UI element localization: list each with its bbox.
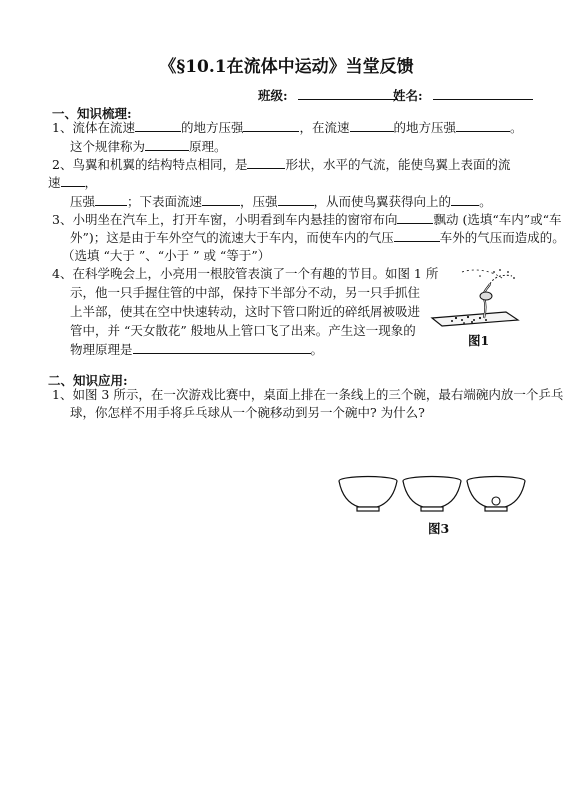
answer-blank[interactable] (202, 193, 240, 206)
text: 流体在流速 (72, 120, 135, 135)
question-4-line-4: 管中，并 “天女散花” 般地从上管口飞了出来。产生这一现象的 (70, 323, 416, 338)
figure-3-bowls-illustration (335, 472, 529, 518)
text: 在科学晚会上，小亮用一根胶管表演了一个有趣的节目。如图 1 所 (72, 266, 439, 281)
question-4-line-2: 示，他一只手握住管的中部，保持下半部分不动，另一只手抓住 (70, 285, 421, 300)
text: ，压强 (240, 194, 278, 209)
application-question-1-line-1 (52, 385, 563, 404)
text: 鸟翼和机翼的结构特点相同，是 (72, 157, 248, 172)
answer-blank[interactable] (61, 174, 85, 187)
name-label: 姓名: (393, 88, 423, 103)
section-heading-2: 二、知识应用: (48, 373, 128, 388)
question-number: 1、 (52, 120, 73, 135)
question-2-line-2 (48, 173, 97, 192)
name-blank[interactable] (433, 86, 533, 100)
class-field (258, 86, 398, 104)
text: 的地方压强 (180, 120, 244, 135)
question-3-line-2 (70, 228, 565, 247)
question-number: 4、 (52, 266, 73, 281)
text: 压强 (70, 194, 96, 209)
figure-1-hose-illustration (428, 266, 520, 328)
answer-blank[interactable] (394, 229, 440, 242)
name-field (393, 86, 533, 104)
answer-blank[interactable] (145, 138, 189, 151)
question-2-line-3 (70, 192, 492, 211)
question-1-line-2 (70, 137, 227, 156)
text: ，在流速 (299, 120, 350, 135)
question-4-line-1 (52, 264, 438, 283)
question-3-line-1 (52, 210, 562, 229)
question-2-line-1 (52, 155, 510, 174)
bowl-right (467, 477, 525, 512)
question-1-line-1 (52, 118, 523, 137)
text: 。 (479, 194, 492, 209)
class-blank[interactable] (298, 86, 398, 100)
question-4-line-5 (70, 340, 323, 359)
bowl-middle (403, 477, 461, 512)
answer-blank[interactable] (133, 341, 311, 354)
text: 飘动 (选填“车内”或“车 (433, 212, 562, 227)
answer-blank[interactable] (95, 193, 127, 206)
answer-blank[interactable] (278, 193, 314, 206)
ping-pong-ball (492, 497, 500, 505)
bowl-left (339, 477, 397, 512)
question-3-line-3: （选填 “大于 ”、“小于 ” 或 “等于”） (62, 248, 271, 263)
answer-blank[interactable] (397, 211, 433, 224)
text: 。 (310, 342, 324, 357)
text: 这个规律称为 (70, 139, 146, 154)
question-number: 1、 (52, 387, 73, 402)
section-heading-1: 一、知识梳理: (52, 106, 132, 121)
figure-1-caption: 图1 (468, 333, 490, 348)
question-number: 3、 (52, 212, 73, 227)
text: 形状，水平的气流，能使鸟翼上表面的流 (285, 157, 511, 172)
text: 速 (48, 175, 61, 190)
answer-blank[interactable] (247, 156, 285, 169)
text: 外”)；这是由于车外空气的流速大于车内，而使车内的气压 (70, 230, 394, 245)
figure-3-caption: 图3 (428, 521, 450, 536)
answer-blank[interactable] (135, 119, 181, 132)
answer-blank[interactable] (243, 119, 299, 132)
answer-blank[interactable] (350, 119, 394, 132)
text: 原理。 (189, 139, 227, 154)
text: 。 (510, 120, 523, 135)
question-4-line-3: 上半部，使其在空中快速转动，这时下管口附近的碎纸屑被吸进 (70, 304, 421, 319)
text: 如图 3 所示，在一次游戏比赛中，桌面上排在一条线上的三个碗，最右端碗内放一个乒乓 (72, 387, 564, 402)
text: ， (84, 175, 98, 190)
text: ；下表面流速 (127, 194, 203, 209)
class-label: 班级: (258, 88, 288, 103)
application-question-1-line-2: 球，你怎样不用手将乒乓球从一个碗移动到另一个碗中? 为什么? (70, 405, 425, 420)
answer-blank[interactable] (456, 119, 510, 132)
text: 车外的气压而造成的。 (439, 230, 565, 245)
text: 小明坐在汽车上，打开车窗，小明看到车内悬挂的窗帘布向 (72, 212, 398, 227)
page-title: 《§10.1在流体中运动》当堂反馈 (159, 57, 414, 77)
text: ，从而使鸟翼获得向上的 (313, 194, 452, 209)
question-number: 2、 (52, 157, 73, 172)
text: 物理原理是 (70, 342, 133, 357)
text: 的地方压强 (393, 120, 457, 135)
answer-blank[interactable] (451, 193, 479, 206)
